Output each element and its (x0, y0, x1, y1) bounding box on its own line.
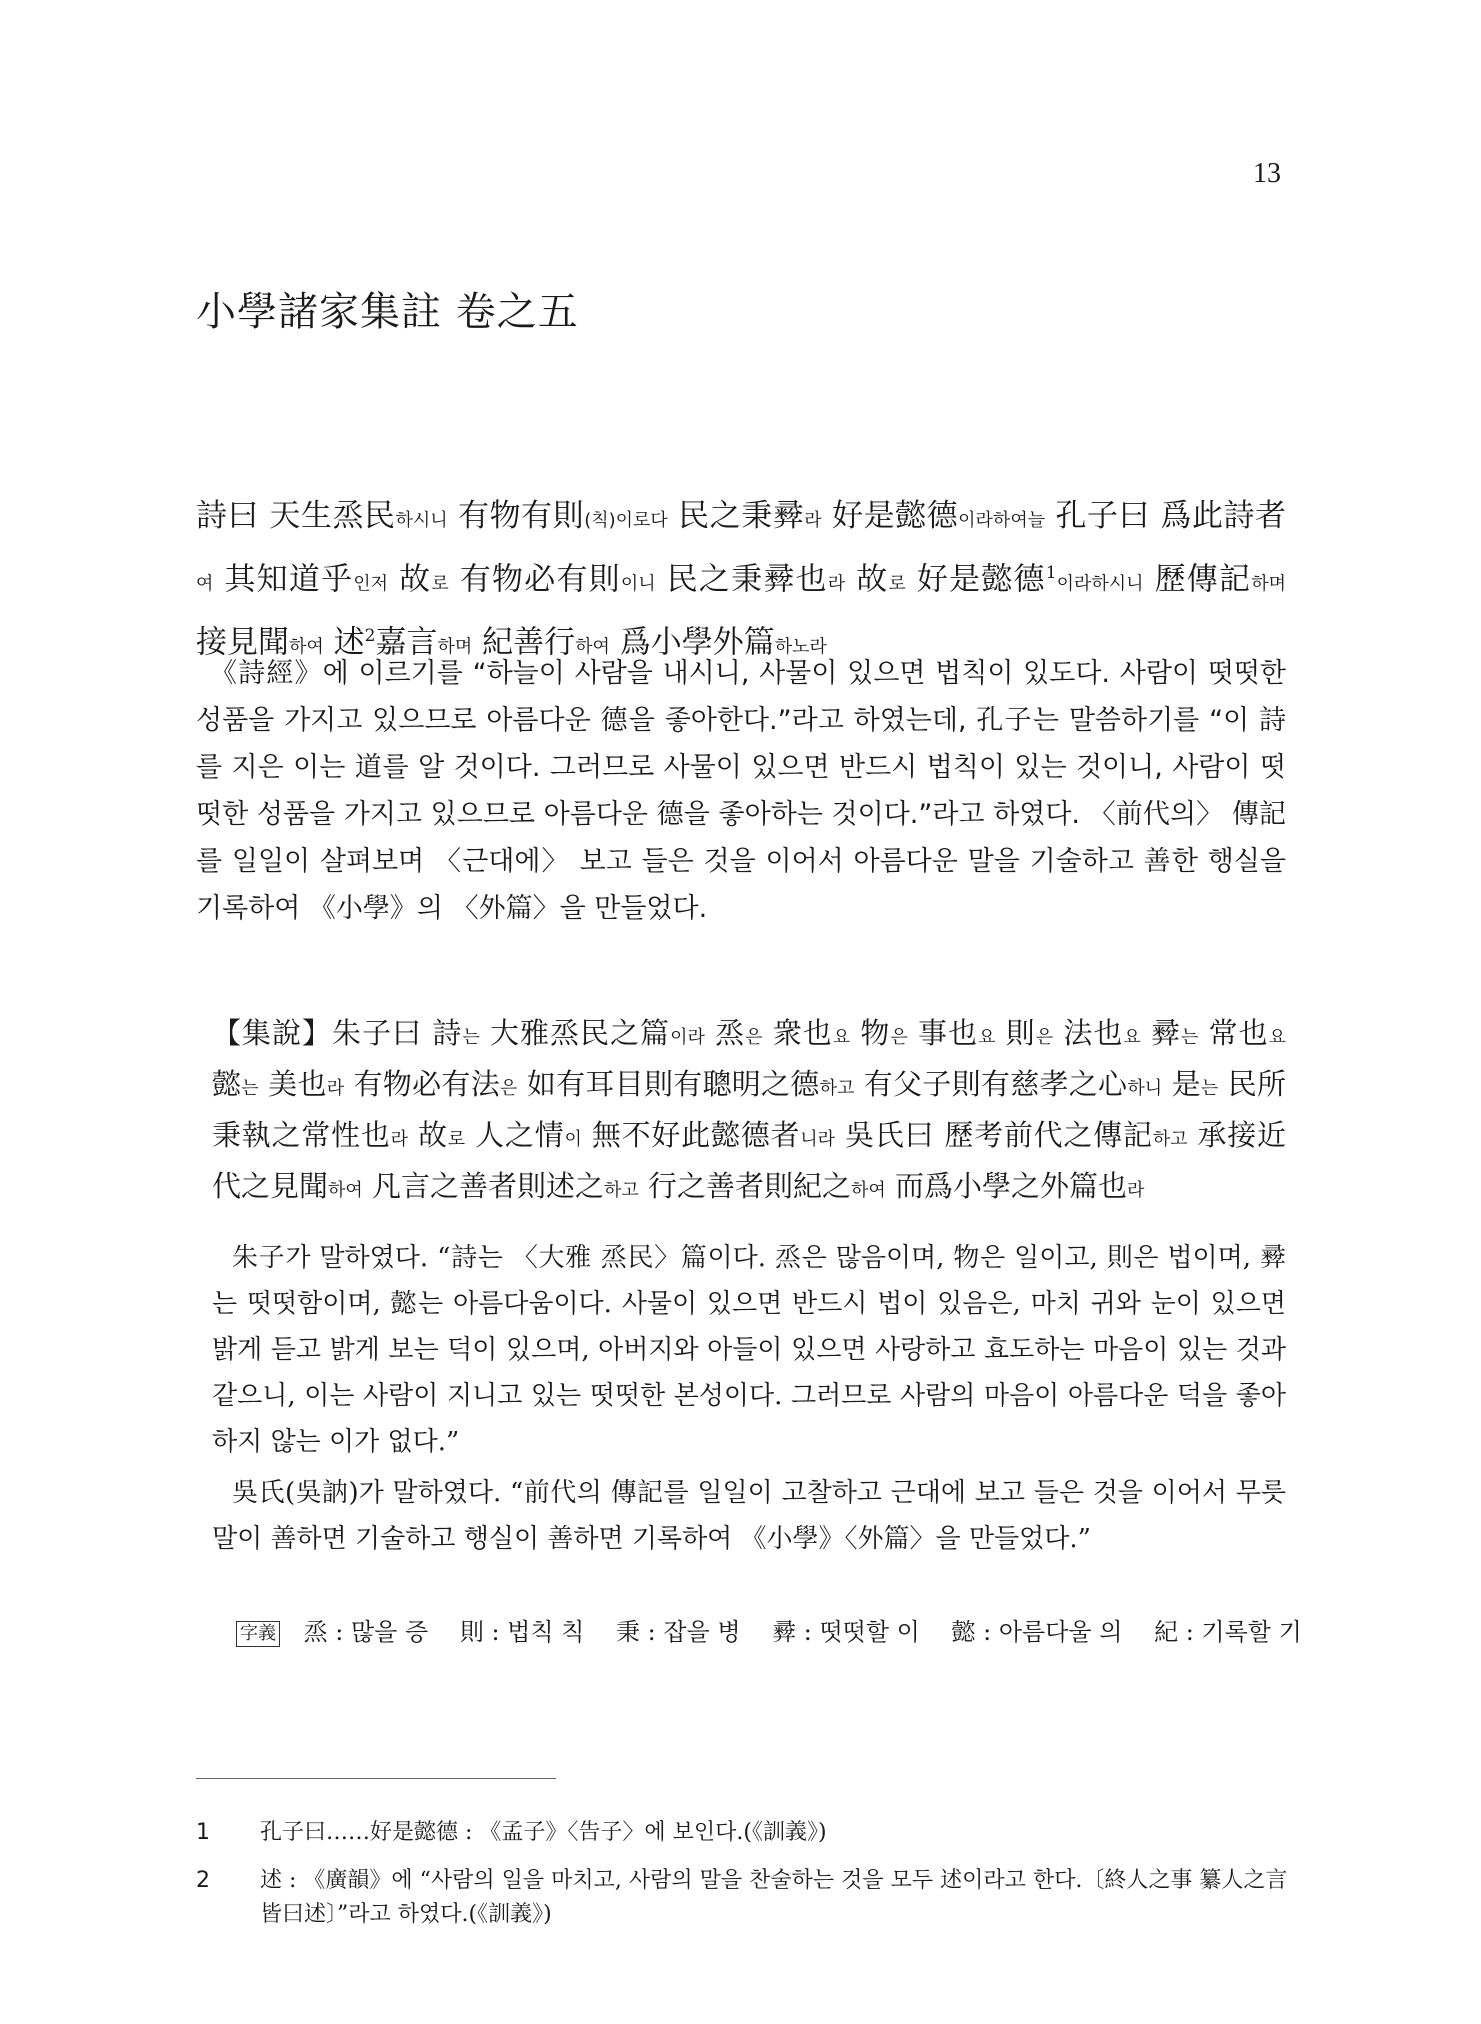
glossary-item: 秉 : 잡을 병 (615, 1618, 741, 1646)
footnote-ref-2[interactable]: 2 (364, 626, 376, 647)
glossary-tag: 字義 (236, 1621, 280, 1647)
glossary-item: 懿 : 아름다울 의 (951, 1618, 1123, 1646)
glossary-item: 則 : 법칙 칙 (459, 1618, 585, 1646)
footnote-divider (196, 1778, 556, 1779)
page-number: 13 (1253, 158, 1281, 189)
commentary-translation-wushi: 吳氏(吳訥)가 말하였다. “前代의 傳記를 일일이 고찰하고 근대에 보고 들은 것을 이어서 무릇 말이 善하면 기술하고 행실이 善하면 기록하여 《小學》〈外篇〉을 만들었다.” (212, 1478, 1286, 1554)
footnote-text: 述 : 《廣韻》에 “사람의 일을 마치고, 사람의 말을 찬술하는 것을 모두 述이라고 한다.〔終人之事 纂人之言 皆曰述〕”라고 하였다.(《訓義》) (260, 1868, 1288, 1927)
commentary-jipseol: 【集說】朱子曰 詩는 大雅烝民之篇이라 烝은 衆也요 物은 事也요 則은 法也요 彛는 常也요 懿는 美也라 有物必有法은 如有耳目則有聰明之德하고 有父子則有慈孝之心하니 是는 民所秉執之常性也라 故로 人之情이 無不好此懿德者니라 吳氏曰 歷考前代之傳記하고 承接近代之見聞하여 凡言之善者則述之하고 行之善者則紀之하여 而爲小學之外篇也라 (212, 1016, 1287, 1203)
glossary-item: 烝 : 많을 증 (303, 1618, 429, 1646)
footnote-number: 2 (196, 1868, 210, 1893)
chapter-title: 小學諸家集註 卷之五 (196, 289, 579, 335)
glossary-item: 紀 : 기록할 기 (1154, 1618, 1302, 1646)
footnote-text: 孔子曰……好是懿德 : 《孟子》〈告子〉에 보인다.(《訓義》) (260, 1820, 827, 1845)
korean-translation: 《詩經》에 이르기를 “하늘이 사람을 내시니, 사물이 있으면 법칙이 있도다. 사람이 떳떳한 성품을 가지고 있으므로 아름다운 德을 좋아한다.”라고 하였는데, 孔子는 말씀하기를 “이 詩를 지은 이는 道를 알 것이다. 그러므로 사물이 있으면 반드시 법칙이 있는 것이니, 사람이 떳떳한 성품을 가지고 있으므로 아름다운 德을 좋아하는 것이다.”라고 하였다. 〈前代의〉 傳記를 일일이 살펴보며 〈근대에〉 보고 들은 것을 이어서 아름다운 말을 기술하고 善한 행실을 기록하여 《小學》의 〈外篇〉을 만들었다. (196, 658, 1286, 924)
glossary (236, 1614, 1302, 1650)
glossary-item: 彛 : 떳떳할 이 (772, 1618, 920, 1646)
commentary-translation-zhuzi: 朱子가 말하였다. “詩는 〈大雅 烝民〉篇이다. 烝은 많음이며, 物은 일이고, 則은 법이며, 彛는 떳떳함이며, 懿는 아름다움이다. 사물이 있으면 반드시 법이 있음은, 마치 귀와 눈이 있으면 밝게 듣고 밝게 보는 덕이 있으며, 아버지와 아들이 있으면 사랑하고 효도하는 마음이 있는 것과 같으니, 이는 사람이 지니고 있는 떳떳한 본성이다. 그러므로 사람의 마음이 아름다운 덕을 좋아하지 않는 이가 없다.” (212, 1243, 1286, 1457)
footnote-number: 1 (196, 1820, 210, 1845)
main-classical-text: 詩曰 天生烝民하시니 有物有則(칙)이로다 民之秉彛라 好是懿德이라하여늘 孔子曰 爲此詩者여 其知道乎인저 故로 有物必有則이니 民之秉彛也라 故로 好是懿德$^1$이라하시니 歷傳記하며 接見聞하여 述$^2$嘉言하며 紀善行하여 爲小學外篇하노라 (196, 498, 1287, 661)
footnote-1 (196, 1816, 1296, 1850)
footnote-2 (196, 1864, 1296, 1932)
footnote-ref-1[interactable]: 1 (1045, 563, 1057, 583)
